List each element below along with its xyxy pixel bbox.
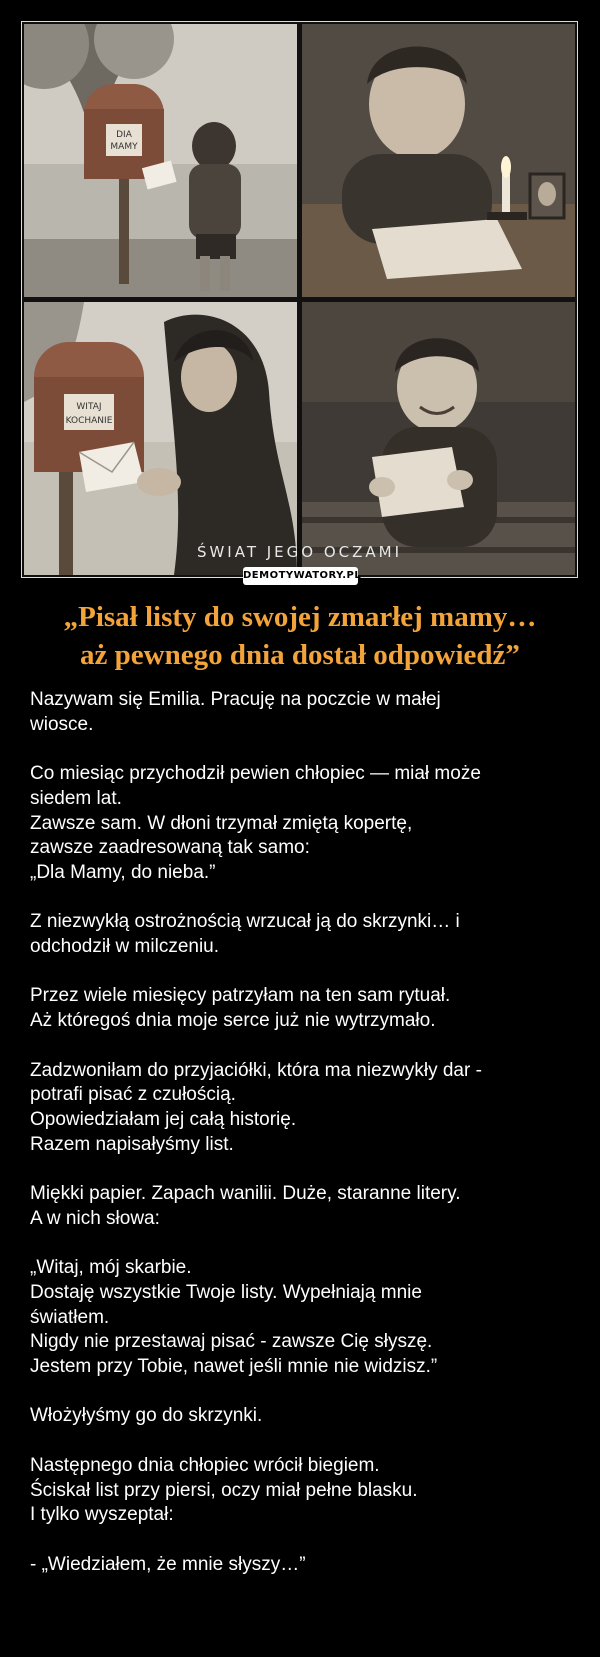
story-text: Nazywam się Emilia. Pracuję na poczcie w małej wiosce. Co miesiąc przychodził pewien chłopiec — miał może siedem lat. Zawsze sam. W dłoni trzymał zmiętą kopertę, zawsze zaadresowaną tak samo: „Dla Mamy, do nieba.” Z niezwykłą ostrożnością wrzucał ją do skrzynki… i odchodził w milczeniu. Przez wiele miesięcy patrzyłam na ten sam rytuał. Aż któregoś dnia moje serce już nie wytrzymało. Zadzwoniłam do przyjaciółki, która ma niezwykły dar - potrafi pisać z czułością. Opowiedziałam jej całą historię. Razem napisałyśmy list. Miękki papier. Zapach wanilii. Duże, staranne litery. A w nich słowa: „Witaj, mój skarbie. Dostaję wszystkie Twoje listy. Wypełniają mnie światłem. Nigdy nie przestawaj pisać - zawsze Cię słyszę. Jestem przy Tobie, nawet jeśli mnie nie widzisz.” Włożyłyśmy go do skrzynki. Następnego dnia chłopiec wrócił biegiem. Ściskał list przy piersi, oczy miał pełne blasku. I tylko wyszeptał: - „Wiedziałem, że mnie słyszy…” [30, 689, 482, 1575]
post-title-line-1: „Pisał listy do swojej zmarłej mamy… [63, 601, 537, 633]
panel-boy-writing [302, 24, 575, 297]
boy-reading-illustration [302, 302, 575, 575]
panel-boy-mailbox [24, 24, 297, 297]
mailbox-sign-text-3: WITAJ [76, 402, 102, 412]
mailbox-sign-text-4: KOCHANIE [65, 416, 113, 426]
image-watermark: ŚWIAT JEGO OCZAMI [196, 543, 403, 561]
panel-woman-mailbox [24, 302, 297, 575]
site-badge[interactable]: DEMOTYWATORY.PL [243, 567, 358, 585]
illustration-frame [21, 21, 578, 578]
post-title-line-2: aż pewnego dnia dostał odpowiedź” [80, 639, 520, 671]
mailbox-sign-text-1: DIA [116, 130, 132, 140]
panel-boy-reading [302, 302, 575, 575]
illustration-grid [24, 24, 575, 575]
mailbox-sign-text-2: MAMY [110, 142, 138, 152]
woman-mailbox-illustration [24, 302, 297, 575]
boy-writing-illustration [302, 24, 575, 297]
boy-mailbox-illustration [24, 24, 297, 297]
post-title [10, 598, 590, 674]
